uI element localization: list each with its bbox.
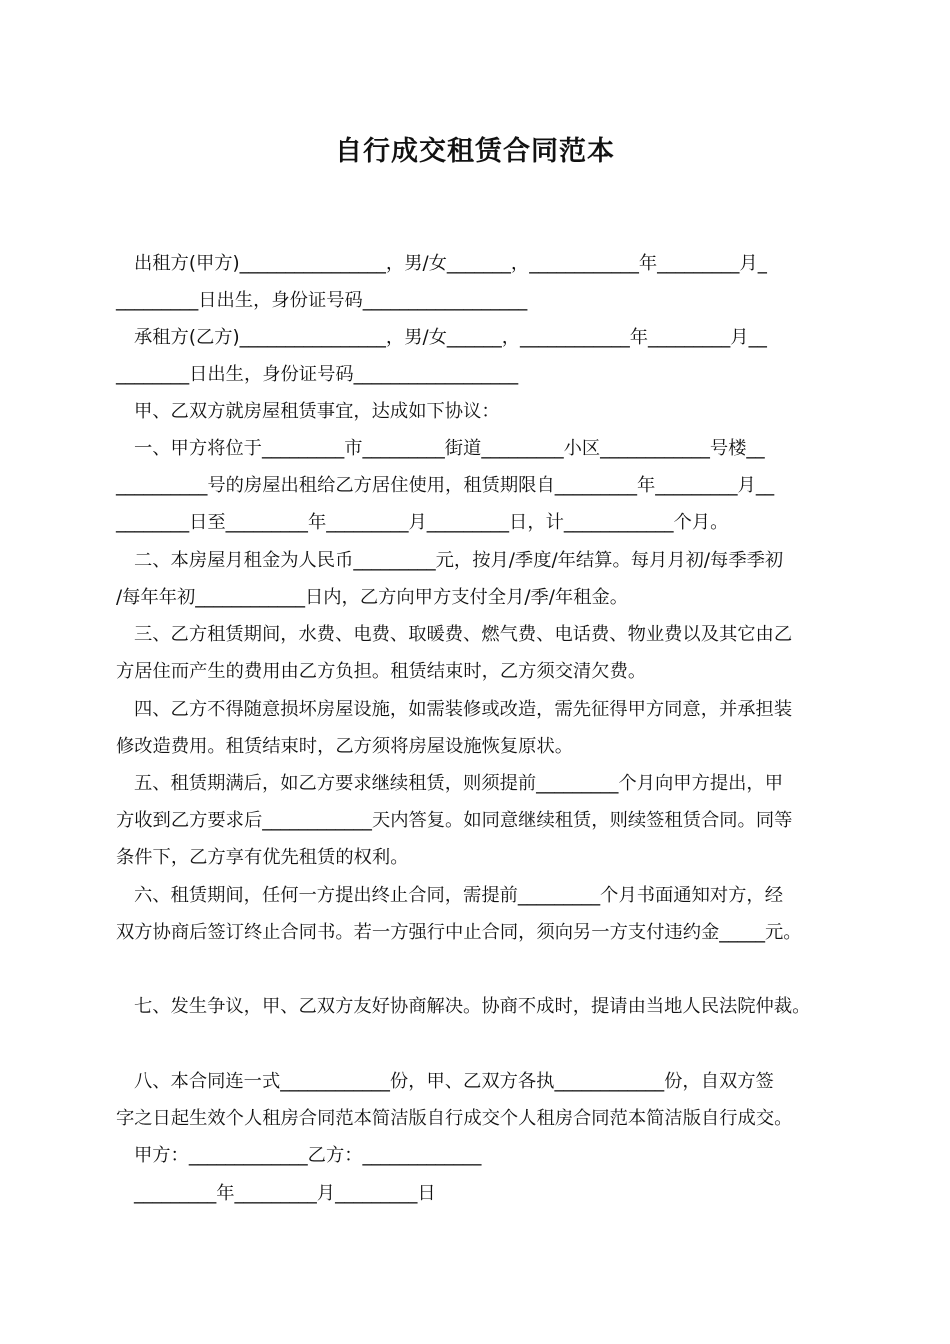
clause-2-line-1: 二、本房屋月租金为人民币_________元，按月/季度/年结算。每月月初/每季季初 (134, 550, 784, 571)
clause-5-line-1: 五、租赁期满后，如乙方要求继续租赁，则须提前_________个月向甲方提出，甲 (134, 773, 783, 794)
clause-8-line-1: 八、本合同连一式____________份，甲、乙双方各执____________份，自双方签 (134, 1071, 774, 1092)
lessor-info-line-2: _________日出生，身份证号码__________________ (116, 290, 528, 311)
clause-5-line-2: 方收到乙方要求后____________天内答复。如同意继续租赁，则续签租赁合同。同等 (116, 810, 793, 831)
clause-3-line-1: 三、乙方租赁期间，水费、电费、取暖费、燃气费、电话费、物业费以及其它由乙 (134, 624, 793, 645)
clause-1-line-3: ________日至_________年_________月_________日，计____________个月。 (116, 512, 729, 533)
clause-7-line-1: 七、发生争议，甲、乙双方友好协商解决。协商不成时，提请由当地人民法院仲裁。 (134, 996, 811, 1017)
clause-3-line-2: 方居住而产生的费用由乙方负担。租赁结束时，乙方须交清欠费。 (116, 661, 647, 682)
clause-1-line-1: 一、甲方将位于_________市_________街道_________小区____________号楼__ (134, 438, 765, 459)
clause-6-line-1: 六、租赁期间，任何一方提出终止合同，需提前_________个月书面通知对方，经 (134, 885, 783, 906)
agreement-intro: 甲、乙双方就房屋租赁事宜，达成如下协议： (134, 401, 500, 422)
signature-line: 甲方：_____________乙方：_____________ (134, 1145, 482, 1166)
clause-8-line-2: 字之日起生效个人租房合同范本简洁版自行成交个人租房合同范本简洁版自行成交。 (116, 1108, 793, 1129)
lessee-info-line-1: 承租方(乙方)________________，男/女______，____________年_________月__ (134, 327, 767, 348)
clause-4-line-2: 修改造费用。租赁结束时，乙方须将房屋设施恢复原状。 (116, 736, 574, 757)
clause-4-line-1: 四、乙方不得随意损坏房屋设施，如需装修或改造，需先征得甲方同意，并承担装 (134, 699, 793, 720)
document-title: 自行成交租赁合同范本 (335, 136, 615, 167)
clause-5-line-3: 条件下，乙方享有优先租赁的权利。 (116, 847, 409, 868)
clause-2-line-2: /每年年初____________日内，乙方向甲方支付全月/季/年租金。 (116, 587, 629, 608)
date-line: _________年_________月_________日 (134, 1183, 436, 1204)
clause-1-line-2: __________号的房屋出租给乙方居住使用，租赁期限自_________年_________月__ (116, 475, 775, 496)
lessee-info-line-2: ________日出生，身份证号码__________________ (116, 364, 519, 385)
clause-6-line-2: 双方协商后签订终止合同书。若一方强行中止合同，须向另一方支付违约金_____元。 (116, 922, 802, 943)
lessor-info-line-1: 出租方(甲方)________________，男/女_______，____________年_________月_ (134, 253, 767, 274)
